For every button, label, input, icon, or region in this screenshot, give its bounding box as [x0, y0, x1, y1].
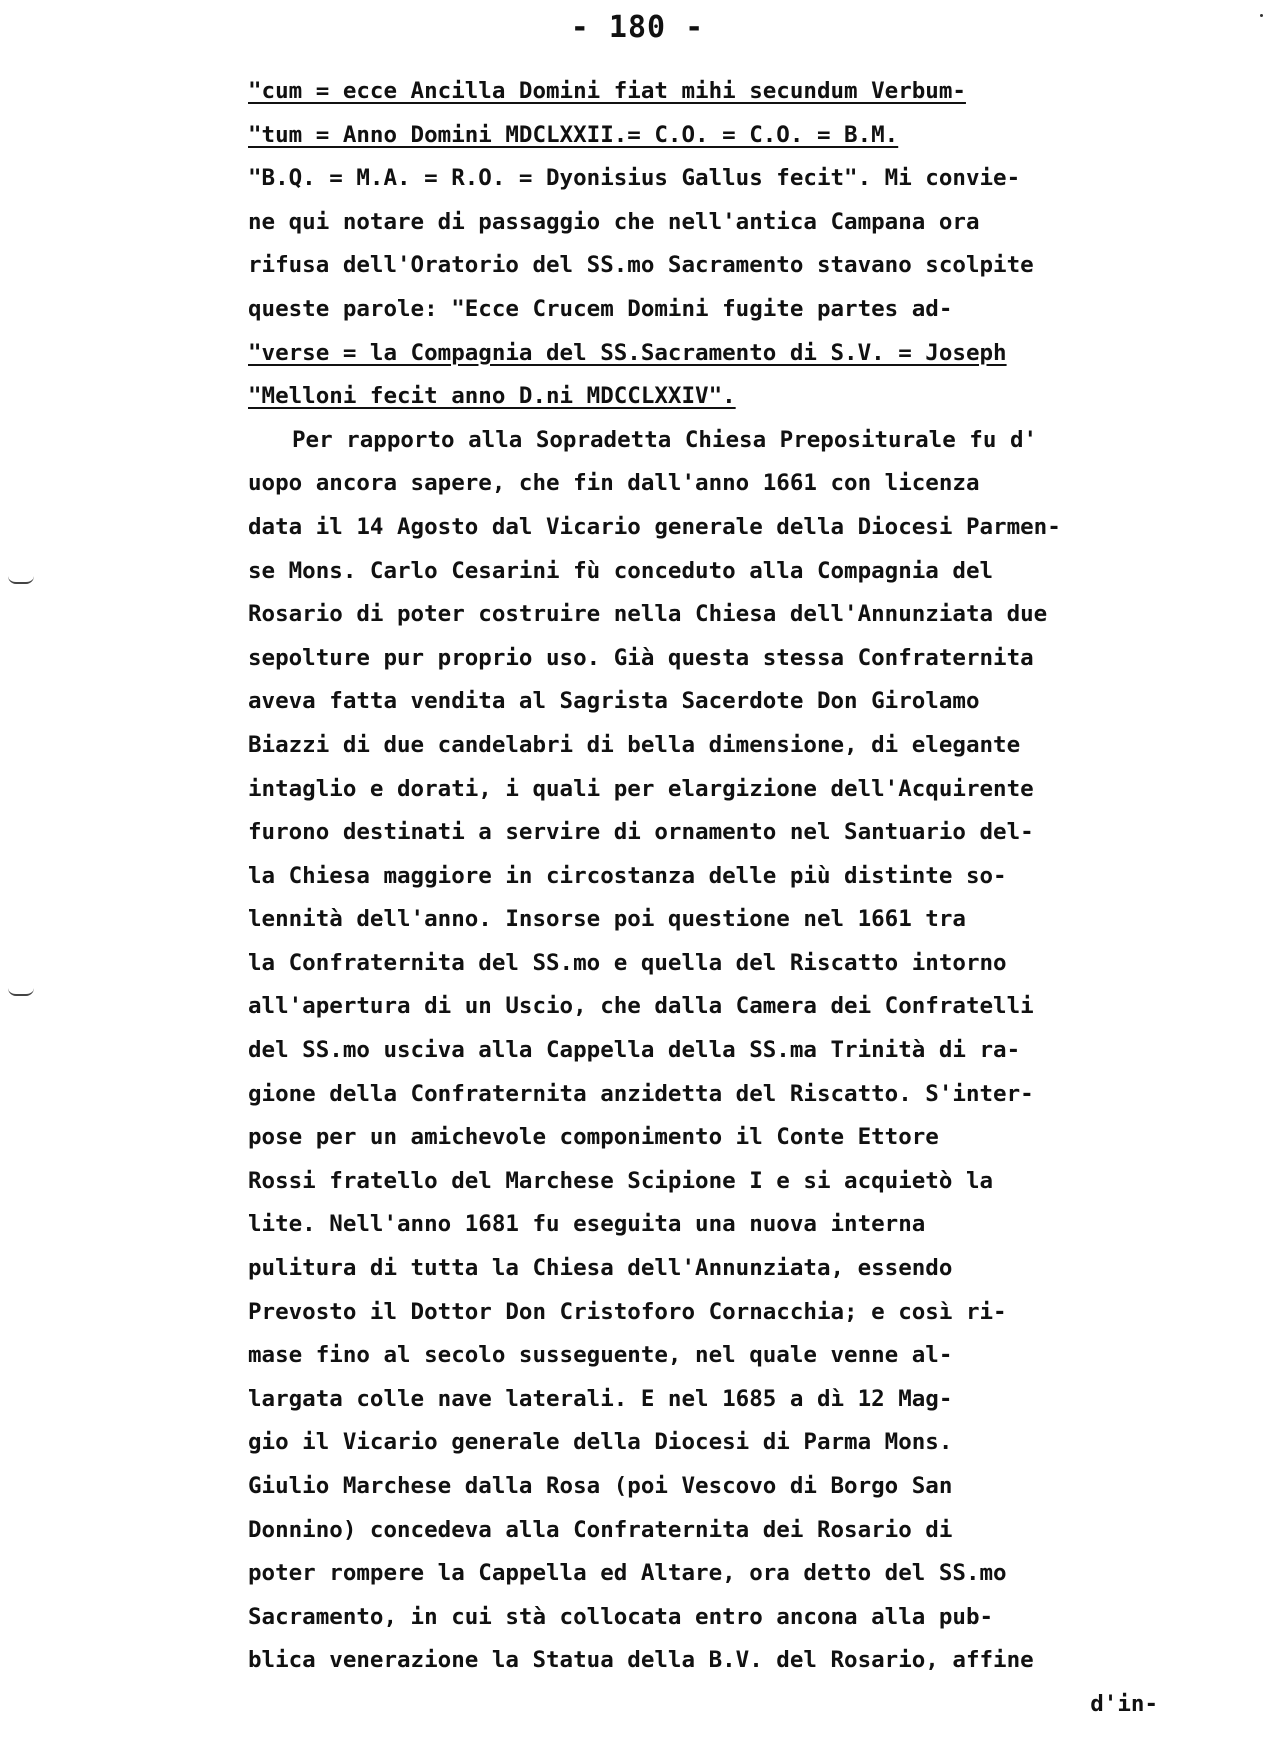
- document-body: [248, 70, 1258, 1727]
- text-line: data il 14 Agosto dal Vicario generale della Diocesi Parmen-: [248, 513, 1061, 540]
- text-line: all'apertura di un Uscio, che dalla Camera dei Confratelli: [248, 993, 1034, 1020]
- text-line: rifusa dell'Oratorio del SS.mo Sacramento stavano scolpite: [248, 252, 1034, 279]
- text-line: Biazzi di due candelabri di bella dimensione, di elegante: [248, 731, 1021, 758]
- text-line: Giulio Marchese dalla Rosa (poi Vescovo di Borgo San: [248, 1473, 953, 1499]
- text-line: se Mons. Carlo Cesarini fù conceduto alla Compagnia del: [248, 557, 994, 584]
- text-line: "Melloni fecit anno D.ni MDCCLXXIV".: [248, 383, 736, 410]
- text-line: lite. Nell'anno 1681 fu eseguita una nuova interna: [248, 1211, 926, 1238]
- text-line: Prevosto il Dottor Don Cristoforo Cornacchia; e così ri-: [248, 1298, 1007, 1325]
- text-line: intaglio e dorati, i quali per elargizione dell'Acquirente: [248, 775, 1034, 802]
- text-line: mase fino al secolo susseguente, nel quale venne al-: [248, 1342, 953, 1369]
- text-line: aveva fatta vendita al Sagrista Sacerdote Don Girolamo: [248, 688, 980, 715]
- text-line: blica venerazione la Statua della B.V. del Rosario, affine: [248, 1647, 1034, 1674]
- text-line: Rosario di poter costruire nella Chiesa dell'Annunziata due: [248, 601, 1048, 628]
- text-line: pose per un amichevole componimento il Conte Ettore: [248, 1124, 939, 1151]
- text-line: "tum = Anno Domini MDCLXXII.= C.O. = C.O. = B.M.: [248, 121, 899, 148]
- text-line: Per rapporto alla Sopradetta Chiesa Prepositurale fu d': [292, 426, 1038, 453]
- catchword: d'in-: [1090, 1690, 1158, 1717]
- text-line: "verse = la Compagnia del SS.Sacramento di S.V. = Joseph: [248, 339, 1007, 366]
- text-line: "cum = ecce Ancilla Domini fiat mihi secundum Verbum-: [248, 78, 966, 104]
- text-line: ne qui notare di passaggio che nell'antica Campana ora: [248, 208, 980, 235]
- text-line: queste parole: "Ecce Crucem Domini fugite partes ad-: [248, 295, 953, 322]
- text-line: uopo ancora sapere, che fin dall'anno 1661 con licenza: [248, 470, 980, 497]
- text-line: del SS.mo usciva alla Cappella della SS.ma Trinità di ra-: [248, 1037, 1021, 1064]
- text-line: furono destinati a servire di ornamento nel Santuario del-: [248, 819, 1034, 846]
- text-line: Sacramento, in cui stà collocata entro ancona alla pub-: [248, 1603, 994, 1630]
- text-line: gio il Vicario generale della Diocesi di Parma Mons.: [248, 1429, 953, 1456]
- text-line: gione della Confraternita anzidetta del Riscatto. S'inter-: [248, 1080, 1034, 1107]
- text-line: la Confraternita del SS.mo e quella del Riscatto intorno: [248, 949, 1007, 976]
- margin-mark: [8, 988, 34, 996]
- page-number: - 180 -: [570, 10, 705, 45]
- text-line: Donnino) concedeva alla Confraternita dei Rosario di: [248, 1516, 953, 1543]
- text-line: largata colle nave laterali. E nel 1685 a dì 12 Mag-: [248, 1385, 953, 1412]
- text-line: sepolture pur proprio uso. Già questa stessa Confraternita: [248, 644, 1034, 671]
- text-line: pulitura di tutta la Chiesa dell'Annunziata, essendo: [248, 1255, 953, 1282]
- text-line: lennità dell'anno. Insorse poi questione nel 1661 tra: [248, 906, 966, 933]
- text-line: Rossi fratello del Marchese Scipione I e si acquietò la: [248, 1167, 994, 1194]
- text-line: poter rompere la Cappella ed Altare, ora detto del SS.mo: [248, 1560, 1007, 1587]
- margin-mark: [8, 576, 34, 584]
- text-line: la Chiesa maggiore in circostanza delle più distinte so-: [248, 862, 1007, 889]
- text-line: "B.Q. = M.A. = R.O. = Dyonisius Gallus fecit". Mi convie-: [248, 165, 1021, 192]
